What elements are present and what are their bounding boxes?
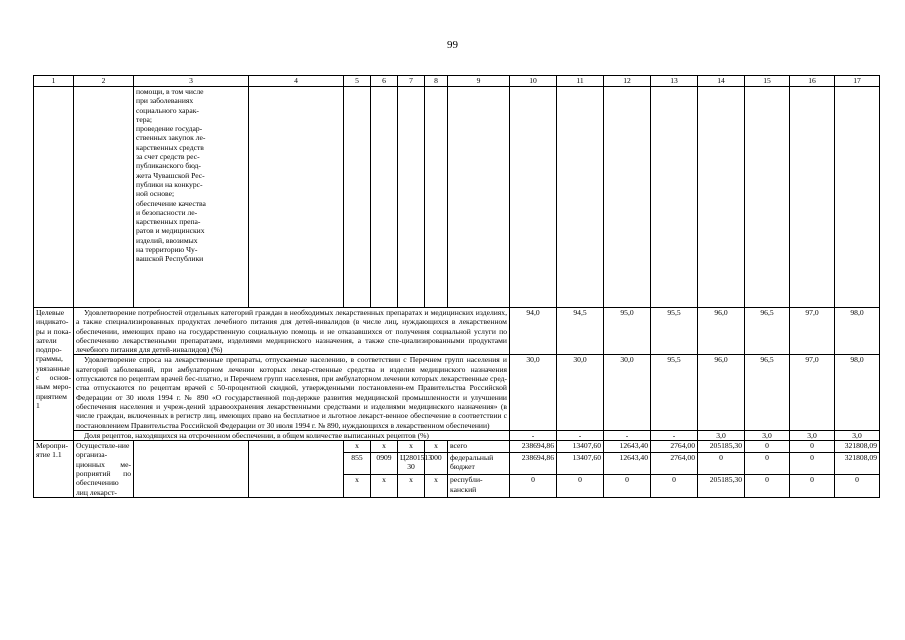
indicator-value: 3,0 [745, 430, 790, 440]
funding-value: 0 [745, 452, 790, 474]
budget-code: 000 [425, 452, 448, 474]
program-table [33, 75, 880, 498]
header-cell: 4 [249, 76, 344, 87]
indicator-value: 30,0 [604, 355, 651, 430]
funding-value: 13407,60 [557, 452, 604, 474]
funding-value: 321808,09 [835, 441, 880, 453]
funding-source: федеральный бюджет [448, 452, 510, 474]
header-cell: 7 [398, 76, 425, 87]
indicator-row [34, 308, 880, 355]
indicator-value: 97,0 [790, 308, 835, 355]
header-cell: 15 [745, 76, 790, 87]
text-line: изделий, ввозимых [136, 235, 198, 245]
text-line: публиканского бюд- [136, 161, 201, 171]
header-cell: 8 [425, 76, 448, 87]
indicator-value: 95,0 [604, 308, 651, 355]
text-line: карственных средств [136, 142, 204, 152]
text-line: ратов и медицинских [136, 226, 205, 236]
funding-source: всего [448, 441, 510, 453]
indicator-value: 96,5 [745, 355, 790, 430]
indicator-row [34, 355, 880, 430]
funding-value: 0 [557, 475, 604, 498]
text-line: и безопасности ле- [136, 207, 198, 217]
funding-value: 0 [745, 441, 790, 453]
continuation-text [134, 87, 249, 308]
text-line: на территорию Чу- [136, 245, 198, 255]
funding-value: 0 [790, 475, 835, 498]
header-cell: 17 [835, 76, 880, 87]
text-line: за счет средств рес- [136, 152, 200, 162]
header-cell: 11 [557, 76, 604, 87]
text-line: помощи, в том числе [136, 87, 204, 96]
indicator-value: 96,5 [745, 308, 790, 355]
funding-value: 12643,40 [604, 452, 651, 474]
indicator-value: 98,0 [835, 355, 880, 430]
budget-code: x [344, 441, 371, 453]
page-number: 99 [447, 39, 458, 51]
header-cell: 10 [510, 76, 557, 87]
indicator-value: 30,0 [510, 355, 557, 430]
header-cell: 16 [790, 76, 835, 87]
funding-value: 12643,40 [604, 441, 651, 453]
indicator-value: 97,0 [790, 355, 835, 430]
header-cell: 14 [698, 76, 745, 87]
budget-code: 855 [344, 452, 371, 474]
indicator-value: 98,0 [835, 308, 880, 355]
budget-code: Ц2801513 30 [398, 452, 425, 474]
header-cell: 6 [371, 76, 398, 87]
indicator-text: Удовлетворение спроса на лекарственные препараты, отпускаемые населению, в соответствии с Перечнем групп населения и категорий заболеваний, при амбулаторном лечении которых лекар-ственные средства и изделия медицинского назначения отпускаются по рецептам врачей бес-платно, и Перечнем групп населения, при амбулаторном лечении которых лекарственные сред-ства отпускаются по рецептам врачей с 50-процентной скидкой, утвержденными постановлени-ем Правительства Российской Федерации от 30 июля 1994 г. № 890 «О государственной под-держке развития медицинской промышленности и улучшении обеспечения населения и учреж-дений здравоохранения лекарственными средствами и изделиями медицинского назначения» (в числе граждан, включенных в регистр лиц, имеющих право на бесплатное и льготное лекарст-венное обеспечение в соответствии с постановлением Правительства Российской Федерации от 30 июля 1994 г. № 890, нуждающихся в лекарственном обеспечении) [74, 355, 510, 430]
budget-code: x [425, 441, 448, 453]
indicator-value: 96,0 [698, 308, 745, 355]
indicator-value: 3,0 [698, 430, 745, 440]
header-cell: 2 [74, 76, 134, 87]
text-line: карственных препа- [136, 217, 201, 227]
funding-value: 0 [651, 475, 698, 498]
funding-value: 0 [745, 475, 790, 498]
funding-value: 0 [604, 475, 651, 498]
indicator-value: 3,0 [835, 430, 880, 440]
budget-code: x [371, 441, 398, 453]
funding-value: 2764,00 [651, 441, 698, 453]
funding-value: 321808,09 [835, 452, 880, 474]
indicator-value: 94,0 [510, 308, 557, 355]
indicator-value: 96,0 [698, 355, 745, 430]
indicator-value: 3,0 [790, 430, 835, 440]
header-cell: 3 [134, 76, 249, 87]
header-cell: 5 [344, 76, 371, 87]
indicator-value: 30,0 [557, 355, 604, 430]
funding-value: 13407,60 [557, 441, 604, 453]
funding-value: 238694,86 [510, 452, 557, 474]
budget-code: x [398, 441, 425, 453]
measure-label: Меропри-ятие 1.1 [34, 441, 74, 498]
measure-description: Осуществле-ние организа-ционных ме-роприятий по обеспечению лиц лекарст- [74, 441, 134, 498]
funding-value: 0 [790, 452, 835, 474]
header-cell: 9 [448, 76, 510, 87]
budget-code: x [344, 475, 371, 498]
funding-value: 205185,30 [698, 475, 745, 498]
text-line: тера; [136, 114, 152, 124]
indicator-value: - [557, 430, 604, 440]
text-line: обеспечение качества [136, 198, 206, 208]
text-line: проведение государ- [136, 124, 203, 134]
text-line: вашской Республики [136, 254, 204, 264]
indicator-value: - [604, 430, 651, 440]
header-cell: 1 [34, 76, 74, 87]
text-line: социального харак- [136, 105, 199, 115]
funding-value: 205185,30 [698, 441, 745, 453]
budget-code: 0909 [371, 452, 398, 474]
funding-value: 0 [835, 475, 880, 498]
measure-row [34, 441, 880, 453]
indicator-value: - [651, 430, 698, 440]
budget-code: x [398, 475, 425, 498]
funding-value: 0 [510, 475, 557, 498]
funding-source: республи-канский [448, 475, 510, 498]
indicator-value: - [510, 430, 557, 440]
indicator-value: 94,5 [557, 308, 604, 355]
funding-value: 238694,86 [510, 441, 557, 453]
text-line: публики на конкурс- [136, 179, 203, 189]
funding-value: 2764,00 [651, 452, 698, 474]
header-cell: 12 [604, 76, 651, 87]
header-row [34, 76, 880, 87]
continuation-row [34, 87, 880, 308]
indicator-text: Удовлетворение потребностей отдельных категорий граждан в необходимых лекарственных препаратах и медицинских изделиях, а также специализированных продуктах лечебного питания для детей-инвалидов (в числе лиц, нуждающихся в лекарственном обеспечении, имеющих право на государственную социальную помощь и не отказавшихся от получения социальной услуги по обеспечению лекарственными препаратами, изделиями медицинского назначения, а также спе-циализированными продуктами лечебного питания для детей-инвалидов) (%) [74, 308, 510, 355]
text-line: ной основе; [136, 189, 175, 199]
text-line: жета Чувашской Рес- [136, 170, 205, 180]
funding-value: 0 [698, 452, 745, 474]
indicator-value: 95,5 [651, 308, 698, 355]
text-line: ственных закупок ле- [136, 133, 206, 143]
indicator-value: 95,5 [651, 355, 698, 430]
text-line: при заболеваниях [136, 96, 194, 106]
budget-code: x [425, 475, 448, 498]
indicator-row [34, 430, 880, 440]
targets-label: Целевые индикато-ры и пока-затели подпро-граммы, увязанные с основ-ным меро-приятием 1 [34, 308, 74, 441]
funding-value: 0 [790, 441, 835, 453]
header-cell: 13 [651, 76, 698, 87]
indicator-text: Доля рецептов, находящихся на отсроченном обеспечении, в общем количестве выписанных рецептов (%) [74, 430, 510, 440]
budget-code: x [371, 475, 398, 498]
